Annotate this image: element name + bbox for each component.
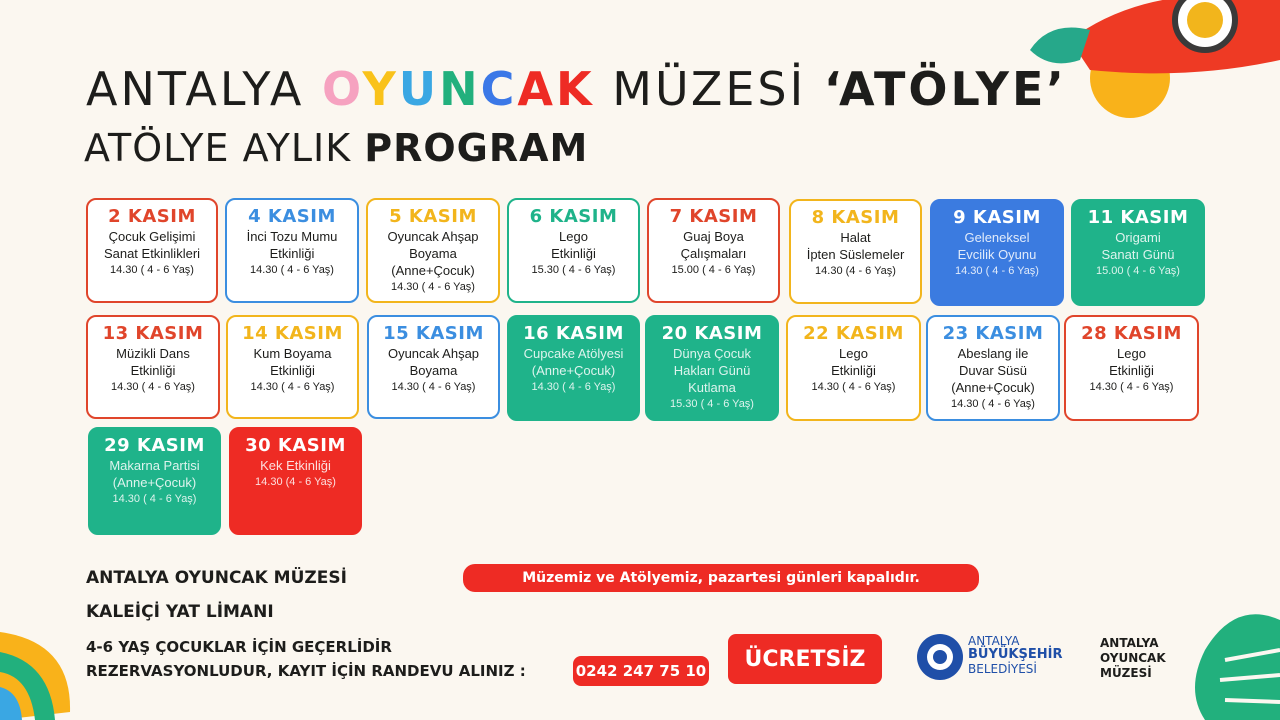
closed-notice: Müzemiz ve Atölyemiz, pazartesi günleri kapalıdır. — [463, 564, 979, 592]
title-letter: N — [439, 62, 481, 116]
event-card — [86, 315, 220, 419]
event-time-age: 15.00 ( 4 - 6 Yaş) — [671, 264, 756, 276]
subtitle-regular: ATÖLYE AYLIK — [84, 126, 365, 170]
event-date: 11 KASIM — [1087, 207, 1189, 228]
event-date: 4 KASIM — [248, 206, 336, 227]
event-card — [229, 427, 362, 535]
page-subtitle — [84, 126, 588, 170]
event-date: 23 KASIM — [942, 323, 1044, 344]
title-letter: K — [556, 62, 595, 116]
event-name: Oyuncak Ahşap Boyama — [387, 346, 480, 378]
event-date: 22 KASIM — [803, 323, 904, 344]
page-title — [86, 62, 1067, 116]
event-card — [507, 315, 640, 421]
title-prefix: ANTALYA — [86, 62, 323, 116]
event-card — [786, 315, 921, 421]
event-name: Lego Etkinliği — [831, 346, 876, 378]
event-name: Dünya Çocuk Hakları Günü Kutlama — [672, 346, 752, 395]
event-name: Abeslang ile Duvar Süsü (Anne+Çocuk) — [951, 346, 1035, 395]
event-time-age: 15.30 ( 4 - 6 Yaş) — [531, 264, 616, 276]
event-time-age: 14.30 ( 4 - 6 Yaş) — [250, 381, 335, 393]
event-date: 5 KASIM — [389, 206, 477, 227]
event-name: Lego Etkinliği — [1109, 346, 1154, 378]
event-name: Lego Etkinliği — [551, 229, 596, 261]
event-time-age: 14.30 ( 4 - 6 Yaş) — [955, 265, 1039, 277]
title-colored-word — [322, 62, 595, 116]
museum-logo-text — [1100, 636, 1166, 681]
title-workshop: ‘ATÖLYE’ — [823, 62, 1067, 116]
event-date: 29 KASIM — [104, 435, 205, 456]
event-time-age: 15.30 ( 4 - 6 Yaş) — [670, 398, 754, 410]
beach-ball-illustration — [0, 632, 72, 720]
event-name: Çocuk Gelişimi Sanat Etkinlikleri — [103, 229, 201, 261]
event-name: Origami Sanatı Günü — [1101, 230, 1175, 262]
event-date: 9 KASIM — [953, 207, 1041, 228]
leaf-illustration — [1185, 610, 1280, 720]
event-card — [926, 315, 1060, 421]
municipality-logo-text — [968, 634, 1062, 676]
event-name: Makarna Partisi (Anne+Çocuk) — [109, 458, 200, 490]
event-name: Halat İpten Süslemeler — [806, 230, 905, 262]
municipality-line-2: BÜYÜKŞEHİR — [968, 647, 1063, 662]
event-name: Kum Boyama Etkinliği — [253, 346, 332, 378]
event-time-age: 14.30 ( 4 - 6 Yaş) — [951, 398, 1035, 410]
event-date: 6 KASIM — [529, 206, 618, 227]
event-card — [647, 198, 780, 303]
event-name: Kek Etkinliği — [260, 458, 331, 473]
municipality-logo-icon — [915, 632, 965, 682]
event-time-age: 14.30 (4 - 6 Yaş) — [815, 265, 896, 277]
museum-logo-line-2: OYUNCAK — [1100, 651, 1166, 665]
event-date: 8 KASIM — [811, 207, 900, 228]
event-card — [1071, 199, 1205, 306]
event-date: 15 KASIM — [383, 323, 484, 344]
event-time-age: 14.30 ( 4 - 6 Yaş) — [531, 381, 616, 393]
event-time-age: 14.30 ( 4 - 6 Yaş) — [391, 381, 476, 393]
event-time-age: 14.30 ( 4 - 6 Yaş) — [250, 264, 334, 276]
phone-number[interactable]: 0242 247 75 10 — [573, 656, 709, 686]
event-time-age: 14.30 ( 4 - 6 Yaş) — [391, 281, 475, 293]
event-date: 13 KASIM — [102, 323, 204, 344]
subtitle-bold: PROGRAM — [364, 126, 589, 170]
event-card — [930, 199, 1064, 306]
event-time-age: 14.30 ( 4 - 6 Yaş) — [112, 493, 197, 505]
footer-reservation: REZERVASYONLUDUR, KAYIT İÇİN RANDEVU ALINIZ : — [86, 662, 526, 680]
event-date: 20 KASIM — [661, 323, 763, 344]
event-card — [226, 315, 359, 419]
footer-validity: 4-6 YAŞ ÇOCUKLAR İÇİN GEÇERLİDİR — [86, 638, 392, 656]
title-middle: MÜZESİ — [594, 62, 824, 116]
event-time-age: 14.30 (4 - 6 Yaş) — [255, 476, 336, 488]
event-date: 30 KASIM — [245, 435, 346, 456]
footer-location: KALEİÇİ YAT LİMANI — [86, 602, 274, 622]
municipality-line-3: BELEDİYESİ — [968, 662, 1037, 676]
museum-logo-line-3: MÜZESİ — [1100, 666, 1152, 680]
event-time-age: 15.00 ( 4 - 6 Yaş) — [1096, 265, 1180, 277]
event-date: 14 KASIM — [242, 323, 343, 344]
event-card — [1064, 315, 1199, 421]
event-card — [366, 198, 500, 303]
event-date: 16 KASIM — [523, 323, 624, 344]
rocket-fin — [1030, 28, 1090, 64]
event-name: Oyuncak Ahşap Boyama (Anne+Çocuk) — [387, 229, 479, 278]
event-card — [225, 198, 359, 303]
free-badge: ÜCRETSİZ — [728, 634, 882, 684]
event-card — [86, 198, 218, 303]
event-name: Cupcake Atölyesi (Anne+Çocuk) — [523, 346, 624, 378]
municipality-line-1: ANTALYA — [968, 634, 1020, 648]
event-time-age: 14.30 ( 4 - 6 Yaş) — [811, 381, 896, 393]
event-date: 7 KASIM — [669, 206, 758, 227]
event-name: Müzikli Dans Etkinliği — [116, 346, 190, 378]
title-letter: Y — [362, 62, 399, 116]
event-name: Guaj Boya Çalışmaları — [680, 229, 747, 261]
event-time-age: 14.30 ( 4 - 6 Yaş) — [110, 264, 194, 276]
title-letter: U — [398, 62, 440, 116]
museum-logo-line-1: ANTALYA — [1100, 636, 1159, 650]
event-card — [367, 315, 500, 419]
event-name: İnci Tozu Mumu Etkinliği — [246, 229, 338, 261]
event-card — [88, 427, 221, 535]
title-letter: O — [322, 62, 363, 116]
event-name: Geleneksel Evcilik Oyunu — [957, 230, 1037, 262]
event-card — [507, 198, 640, 303]
event-time-age: 14.30 ( 4 - 6 Yaş) — [111, 381, 195, 393]
event-date: 2 KASIM — [108, 206, 196, 227]
footer-museum-name: ANTALYA OYUNCAK MÜZESİ — [86, 568, 347, 588]
event-time-age: 14.30 ( 4 - 6 Yaş) — [1089, 381, 1174, 393]
event-card — [789, 199, 922, 304]
title-letter: A — [517, 62, 557, 116]
title-letter: C — [480, 62, 518, 116]
event-card — [645, 315, 779, 421]
event-date: 28 KASIM — [1081, 323, 1182, 344]
